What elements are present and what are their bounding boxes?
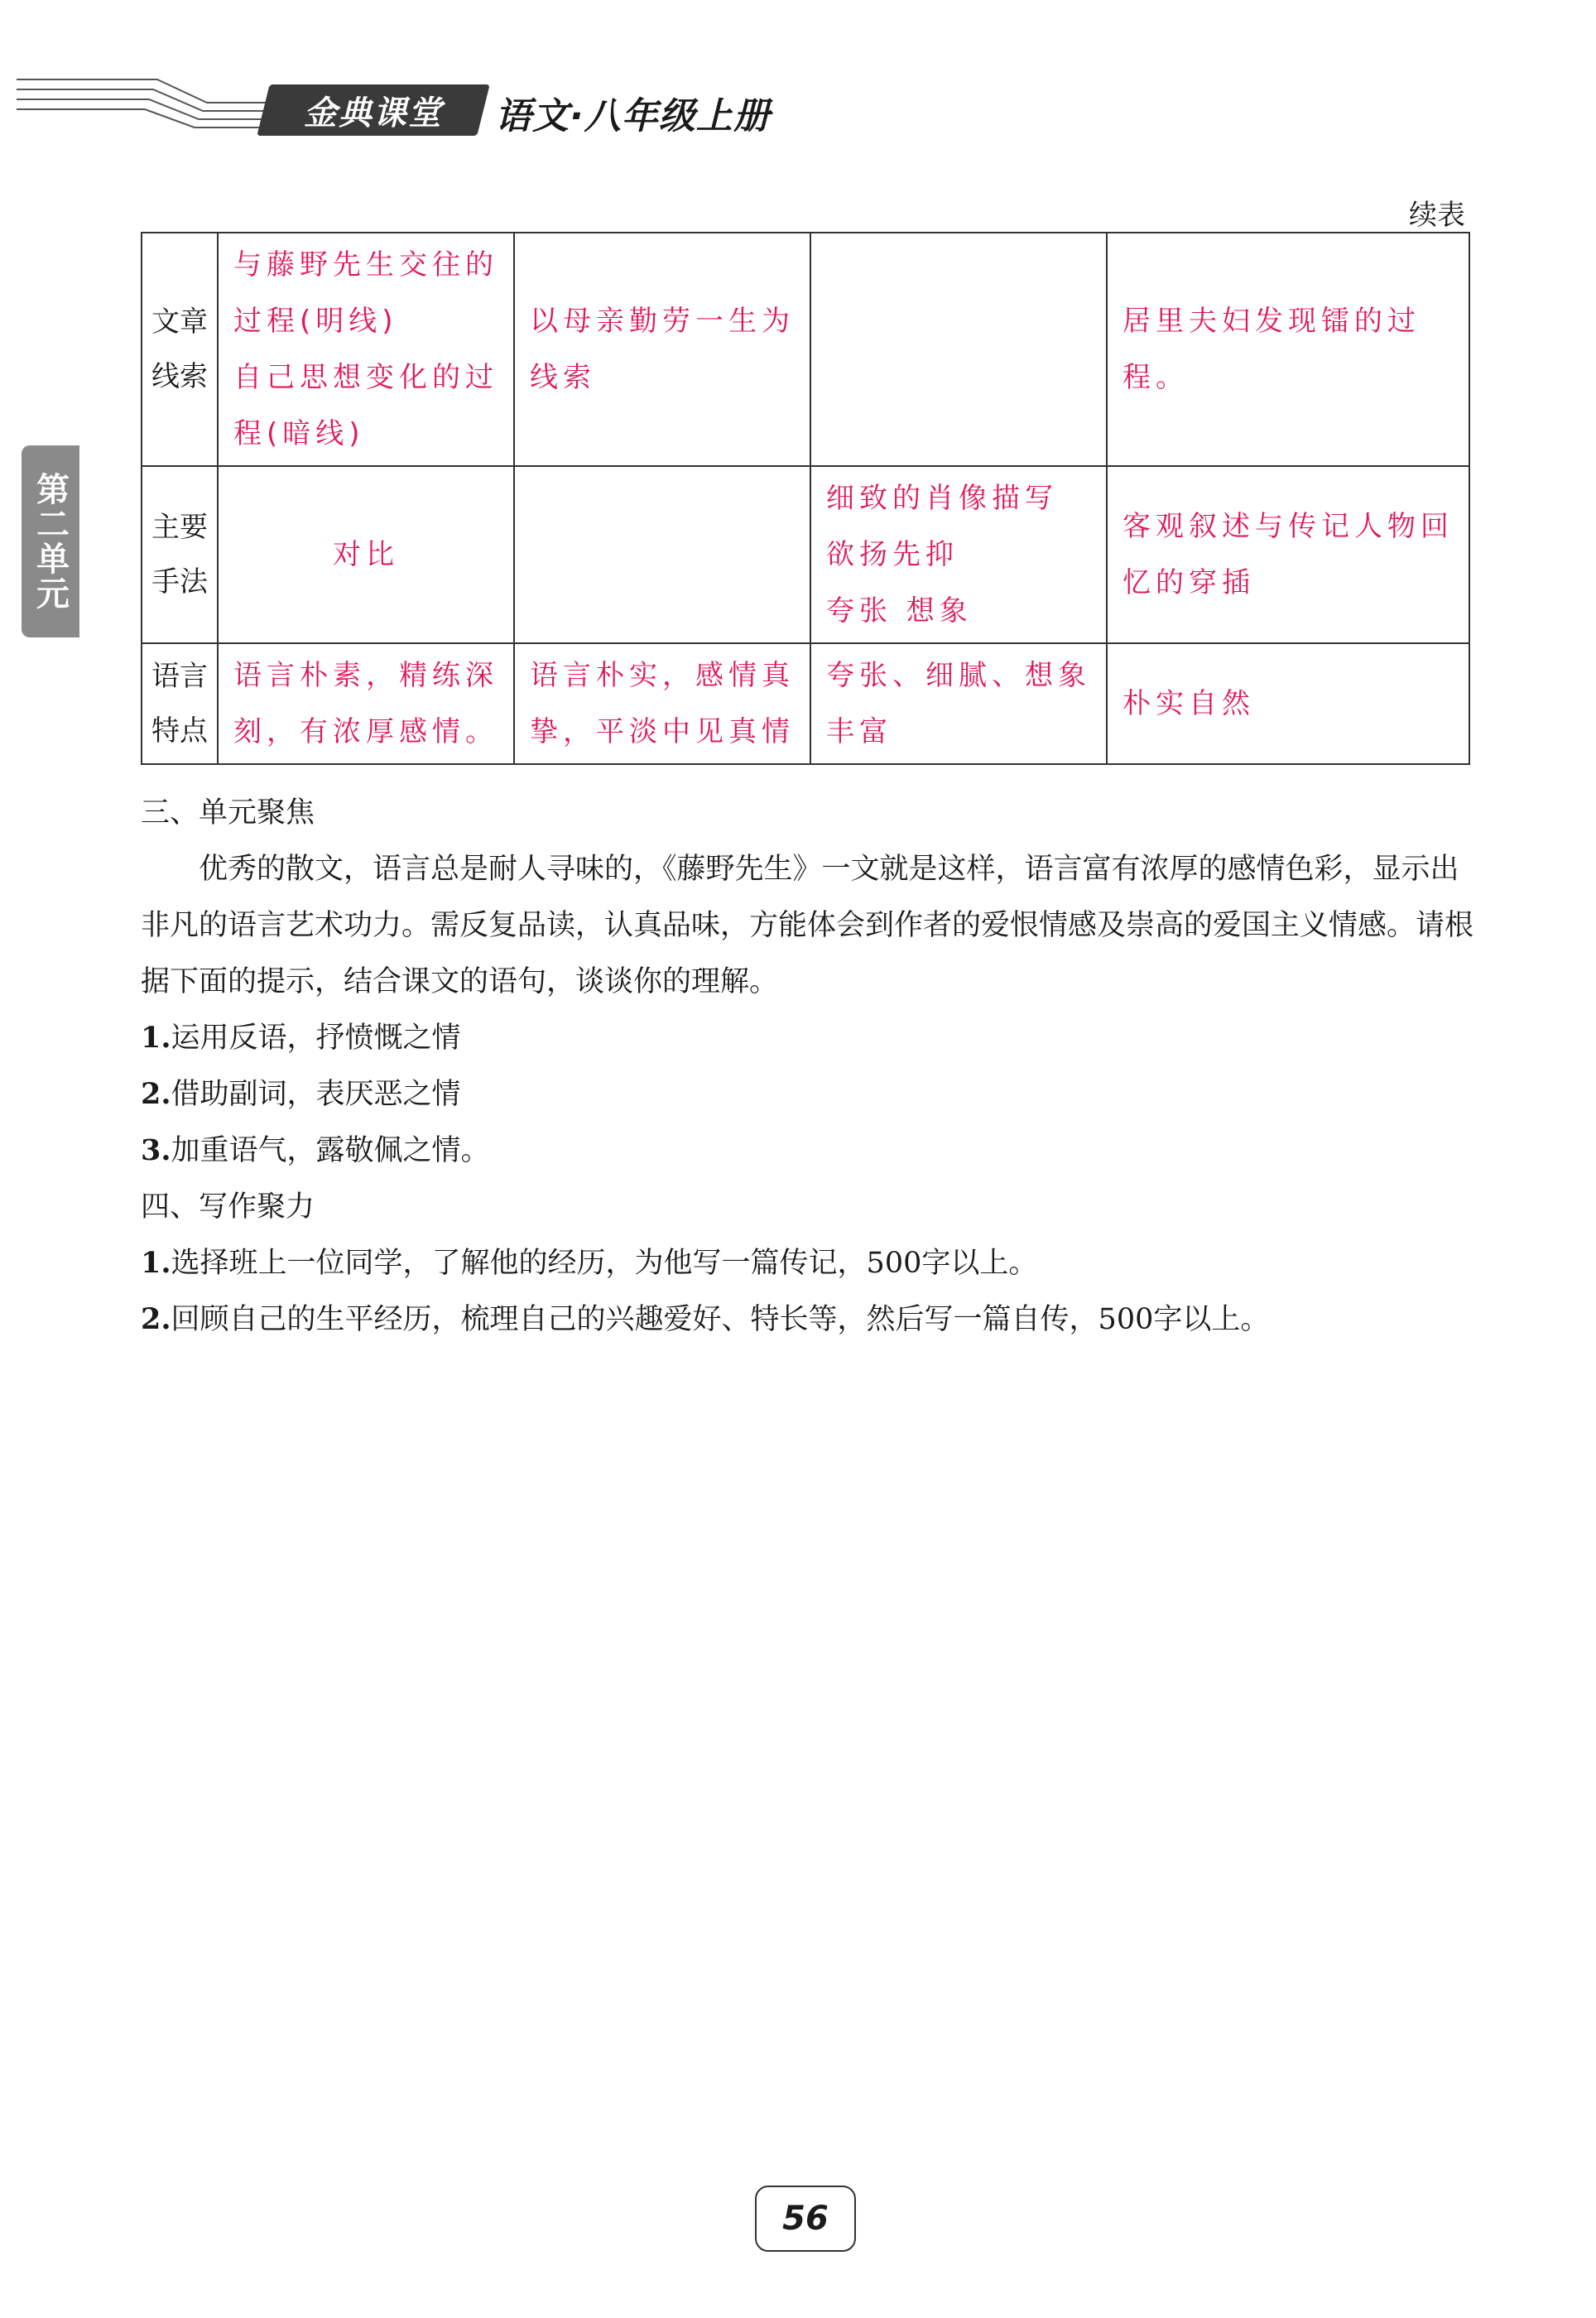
- table-cell: 对比: [218, 466, 514, 643]
- table-continued-label: 续表: [1409, 199, 1465, 232]
- item-number: 1.: [141, 1021, 171, 1055]
- table-cell: 语言朴素，精练深刻，有浓厚感情。: [218, 643, 514, 764]
- header-decoration-lines: [17, 73, 281, 139]
- item-number: 1.: [141, 1246, 171, 1280]
- section-heading: 四、写作聚力: [141, 1190, 315, 1224]
- table-cell: [514, 466, 810, 643]
- series-badge: [257, 84, 489, 136]
- table-cell: 语言朴实，感情真挚，平淡中见真情: [514, 643, 810, 764]
- item-number: 3.: [141, 1133, 171, 1167]
- section-unit-focus: [141, 785, 1482, 1348]
- unit-side-tab-label: 第二单元: [31, 472, 70, 611]
- section-heading: 三、单元聚焦: [141, 796, 315, 830]
- item-text: 借助副词，表厌恶之情: [171, 1078, 461, 1111]
- item-text: 选择班上一位同学，了解他的经历，为他写一篇传记，500字以上。: [171, 1247, 1038, 1280]
- list-item: [141, 1123, 1482, 1179]
- list-item: [141, 1235, 1482, 1291]
- item-text: 回顾自己的生平经历，梳理自己的兴趣爱好、特长等，然后写一篇自传，500字以上。: [171, 1303, 1270, 1336]
- book-title: 语文·八年级上册: [495, 95, 771, 137]
- item-text: 加重语气，露敬佩之情。: [171, 1134, 490, 1167]
- table-row: [142, 233, 1469, 466]
- table-cell: [810, 233, 1107, 466]
- table-row: [142, 466, 1469, 643]
- table-cell: 与藤野先生交往的过程(明线) 自己思想变化的过程(暗线): [218, 233, 514, 466]
- row-header: 主要手法: [142, 466, 218, 643]
- table-cell: 朴实自然: [1107, 643, 1469, 764]
- row-header: 语言特点: [142, 643, 218, 764]
- series-name: 金典课堂: [304, 94, 443, 132]
- table-cell: 居里夫妇发现镭的过程。: [1107, 233, 1469, 466]
- table-row: [142, 643, 1469, 764]
- table-cell: 细致的肖像描写 欲扬先抑 夸张 想象: [810, 466, 1107, 643]
- summary-table: [141, 232, 1470, 765]
- item-number: 2.: [141, 1302, 171, 1336]
- table-cell: 夸张、细腻、想象丰富: [810, 643, 1107, 764]
- item-number: 2.: [141, 1077, 171, 1111]
- page-number: 56: [755, 2186, 856, 2252]
- table-cell: 以母亲勤劳一生为线索: [514, 233, 810, 466]
- item-text: 运用反语，抒愤慨之情: [171, 1022, 461, 1055]
- table-cell: 客观叙述与传记人物回忆的穿插: [1107, 466, 1469, 643]
- list-item: [141, 1010, 1482, 1066]
- unit-side-tab: [22, 445, 79, 637]
- list-item: [141, 1066, 1482, 1123]
- row-header: 文章线索: [142, 233, 218, 466]
- list-item: [141, 1291, 1482, 1348]
- section-paragraph: 优秀的散文，语言总是耐人寻味的，《藤野先生》一文就是这样，语言富有浓厚的感情色彩，显示出非凡的语言艺术功力。需反复品读，认真品味，方能体会到作者的爱恨情感及崇高的爱国主义情感。请根据下面的提示，结合课文的语句，谈谈你的理解。: [141, 853, 1474, 998]
